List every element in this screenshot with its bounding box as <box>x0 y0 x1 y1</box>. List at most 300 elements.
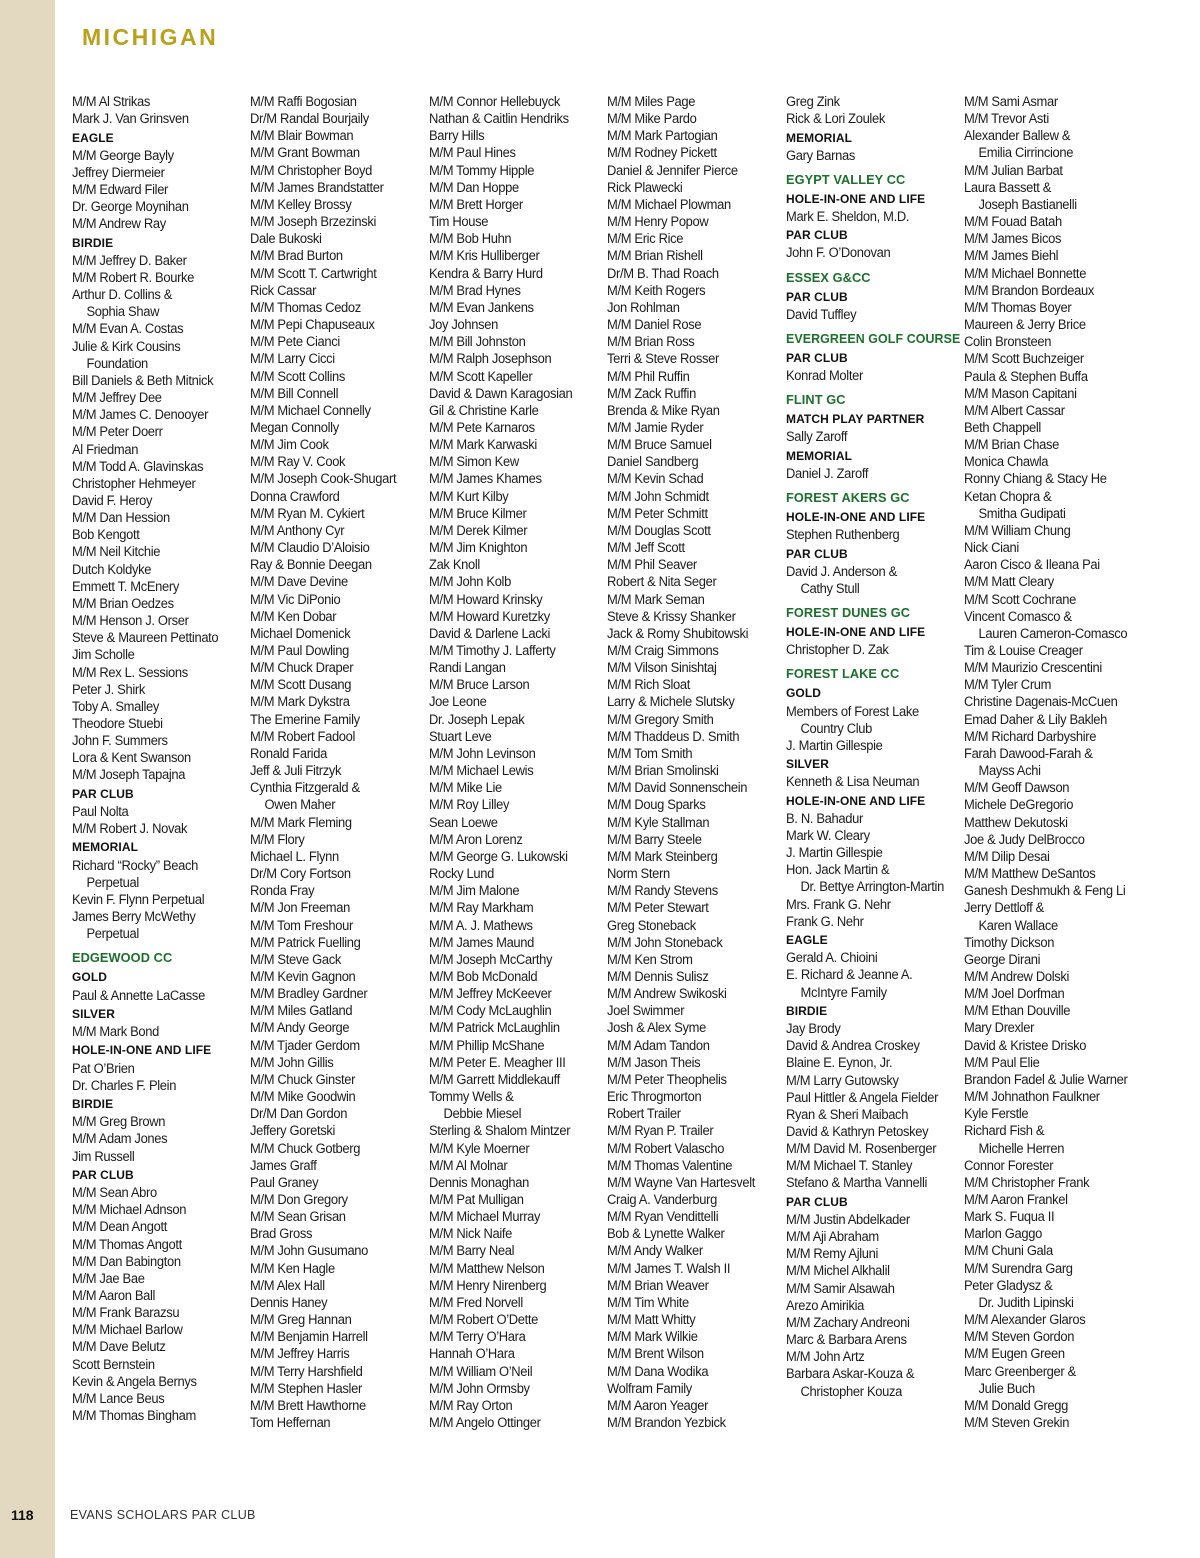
donor-name: M/M John Kolb <box>429 574 511 590</box>
donor-name: David & Kathryn Petoskey <box>786 1124 929 1139</box>
donor-name: M/M Jeff Scott <box>607 540 685 556</box>
donor-name: M/M Brett Horger <box>429 196 523 212</box>
donor-name: M/M Thomas Valentine <box>607 1157 733 1173</box>
donor-name: M/M Mark Dykstra <box>250 694 350 710</box>
donor-name: M/M Greg Hannan <box>250 1312 352 1328</box>
donor-name: M/M Mike Lie <box>429 780 502 796</box>
donor-name: M/M Alexander Glaros <box>964 1312 1086 1328</box>
donor-name: Kenneth & Lisa Neuman <box>786 774 920 790</box>
donor-name: M/M Jeffrey McKeever <box>429 986 552 1002</box>
donor-name: M/M David M. Rosenberger <box>786 1141 937 1157</box>
donor-name: Jerry Dettloff & <box>964 900 1044 916</box>
donor-name: Jeff & Juli Fitrzyk <box>250 763 342 779</box>
donor-name: Alexander Ballew & <box>964 128 1071 144</box>
donor-name: Farah Dawood-Farah & <box>964 745 1093 761</box>
donor-name: Daniel J. Zaroff <box>786 465 869 481</box>
donor-name: M/M Bob McDonald <box>429 968 538 984</box>
donor-name: Paula & Stephen Buffa <box>964 368 1088 384</box>
donor-name: Joel Swimmer <box>607 1003 685 1019</box>
donor-name: M/M Andy George <box>250 1020 350 1036</box>
donor-name: M/M James Khames <box>429 471 542 487</box>
donor-name: M/M Aaron Frankel <box>964 1192 1068 1207</box>
donor-name: M/M Peter Doerr <box>72 424 163 440</box>
giving-level-heading: PAR CLUB <box>72 1167 134 1182</box>
donor-name: M/M Barry Neal <box>429 1243 515 1259</box>
giving-level-heading: HOLE-IN-ONE AND LIFE <box>786 191 926 206</box>
donor-name: M/M Cody McLaughlin <box>429 1003 552 1019</box>
donor-name: Larry & Michele Slutsky <box>607 694 735 710</box>
donor-name: M/M Zack Ruffin <box>607 385 696 401</box>
donor-name: M/M Miles Gatland <box>250 1003 353 1019</box>
club-heading: FOREST AKERS GC <box>786 490 910 506</box>
donor-name: Richard “Rocky” Beach <box>72 857 199 873</box>
donor-name: Daniel Sandberg <box>607 454 699 470</box>
donor-name: M/M Phillip McShane <box>429 1037 545 1053</box>
donor-name: M/M Thomas Bingham <box>72 1408 196 1424</box>
donor-name: Sean Loewe <box>429 814 498 830</box>
donor-name: B. N. Bahadur <box>786 810 863 826</box>
donor-name: M/M Jeffrey Dee <box>72 390 162 406</box>
donor-name: Beth Chappell <box>964 419 1041 435</box>
donor-name: Bob Kengott <box>72 527 140 543</box>
donor-name: M/M John Gillis <box>250 1054 334 1070</box>
donor-name: Stephen Ruthenberg <box>786 527 900 543</box>
donor-name: Michael Domenick <box>250 625 351 641</box>
donor-name: M/M Howard Kuretzky <box>429 608 550 624</box>
donor-name: M/M Evan A. Costas <box>72 321 184 337</box>
donor-name: Hannah O’Hara <box>429 1346 515 1362</box>
donor-name: M/M Mark Partogian <box>607 128 718 144</box>
donor-name: Steve & Maureen Pettinato <box>72 630 219 646</box>
donor-name: M/M Adam Tandon <box>607 1037 710 1053</box>
donor-name: M/M James Bicos <box>964 231 1062 247</box>
donor-name: M/M Jeffrey Harris <box>250 1346 350 1362</box>
donor-name: M/M Andrew Swikoski <box>607 986 727 1002</box>
donor-name: M/M Peter Schmitt <box>607 505 708 521</box>
donor-name: M/M John Gusumano <box>250 1243 369 1259</box>
donor-name: M/M Mark Steinberg <box>607 848 718 864</box>
donor-name: M/M Ken Strom <box>607 951 693 967</box>
donor-name: Bill Daniels & Beth Mitnick <box>72 372 214 388</box>
donor-name: M/M Ray Markham <box>429 900 534 916</box>
donor-name: M/M Don Gregory <box>250 1192 348 1207</box>
donor-name: Tom Heffernan <box>250 1415 331 1431</box>
donor-name: M/M Scott Kapeller <box>429 368 533 384</box>
donor-name: M/M Michael Connelly <box>250 402 371 418</box>
donor-name: Megan Connolly <box>250 419 339 435</box>
donor-name: M/M Thomas Boyer <box>964 299 1072 315</box>
donor-name: M/M Matt Cleary <box>964 574 1054 590</box>
donor-name: M/M Tom Freshour <box>250 917 354 933</box>
donor-name: Rick Plawecki <box>607 179 683 195</box>
donor-name: M/M Adam Jones <box>72 1131 168 1147</box>
publication-title: EVANS SCHOLARS PAR CLUB <box>70 1508 256 1522</box>
donor-name: M/M Todd A. Glavinskas <box>72 458 204 474</box>
donor-name: Maureen & Jerry Brice <box>964 317 1086 333</box>
donor-name: Stuart Leve <box>429 728 492 744</box>
donor-name: M/M James Brandstatter <box>250 179 384 195</box>
donor-name: Rick & Lori Zoulek <box>786 111 885 127</box>
donor-name: Craig A. Vanderburg <box>607 1192 717 1207</box>
donor-name: Peter J. Shirk <box>72 681 145 697</box>
donor-name-continued: Mayss Achi <box>978 763 1041 779</box>
giving-level-heading: BIRDIE <box>786 1003 828 1018</box>
donor-name: Norm Stern <box>607 866 670 882</box>
donor-name: Joe & Judy DelBrocco <box>964 831 1085 847</box>
donor-name: Gil & Christine Karle <box>429 402 539 418</box>
donor-name: M/M Robert O’Dette <box>429 1312 539 1328</box>
donor-name: M/M Brandon Yezbick <box>607 1415 726 1431</box>
donor-name: Paul Nolta <box>72 803 129 819</box>
donor-name: Ronny Chiang & Stacy He <box>964 471 1107 487</box>
donor-name: M/M Steven Gordon <box>964 1329 1075 1345</box>
donor-name: M/M Al Molnar <box>429 1157 508 1173</box>
donor-name: Emmett T. McEnery <box>72 578 179 594</box>
donor-name: Barbara Askar-Kouza & <box>786 1366 915 1382</box>
donor-name: M/M Brian Chase <box>964 437 1059 453</box>
donor-name: Lora & Kent Swanson <box>72 750 191 766</box>
donor-name: Paul Hittler & Angela Fielder <box>786 1089 939 1105</box>
donor-name: Barry Hills <box>429 128 485 144</box>
donor-name: M/M Scott Collins <box>250 368 345 384</box>
donor-name: M/M Evan Jankens <box>429 299 534 315</box>
donor-name: M/M Terry O’Hara <box>429 1329 526 1345</box>
donor-name: M/M Doug Sparks <box>607 797 706 813</box>
donor-name: M/M Jeffrey D. Baker <box>72 252 187 268</box>
donor-name: Mark J. Van Grinsven <box>72 111 189 127</box>
donor-name: M/M Kyle Stallman <box>607 814 710 830</box>
donor-name: M/M Dan Hession <box>72 510 170 526</box>
donor-name: Brad Gross <box>250 1226 313 1242</box>
donor-name: Brandon Fadel & Julie Warner <box>964 1071 1128 1087</box>
donor-name: M/M Henson J. Orser <box>72 613 189 629</box>
donor-name: Jack & Romy Shubitowski <box>607 625 749 641</box>
donor-name: M/M Jason Theis <box>607 1054 701 1070</box>
donor-name-continued: Dr. Bettye Arrington-Martin <box>800 879 944 895</box>
donor-name: Hon. Jack Martin & <box>786 862 890 878</box>
club-heading: FLINT GC <box>786 392 846 408</box>
donor-name: M/M Joseph Brzezinski <box>250 214 377 230</box>
donor-name: Kyle Ferstle <box>964 1106 1029 1122</box>
donor-name: M/M Kevin Schad <box>607 471 704 487</box>
donor-name: M/M Ken Hagle <box>250 1260 335 1276</box>
donor-name: M/M Frank Barazsu <box>72 1305 180 1321</box>
donor-name: M/M Dana Wodika <box>607 1363 709 1379</box>
donor-name: Dr. George Moynihan <box>72 199 189 215</box>
donor-name: M/M Pepi Chapuseaux <box>250 317 375 333</box>
donor-name: M/M Kris Hulliberger <box>429 248 540 264</box>
giving-level-heading: PAR CLUB <box>786 289 848 304</box>
donor-name: M/M Joseph Cook-Shugart <box>250 471 397 487</box>
donor-name: M/M Wayne Van Hartesvelt <box>607 1174 756 1190</box>
giving-level-heading: EAGLE <box>72 130 114 145</box>
donor-name: Jeffrey Diermeier <box>72 164 165 180</box>
donor-name: M/M Robert Valascho <box>607 1140 725 1156</box>
donor-name: M/M Tyler Crum <box>964 677 1052 693</box>
donor-name: M/M Brian Oedzes <box>72 595 174 611</box>
donor-name: M/M Bill Johnston <box>429 334 526 350</box>
donor-name: M/M Douglas Scott <box>607 522 711 538</box>
donor-name: Jay Brody <box>786 1021 841 1037</box>
donor-name: Frank G. Nehr <box>786 913 864 929</box>
donor-name: M/M Stephen Hasler <box>250 1380 362 1396</box>
giving-level-heading: PAR CLUB <box>786 546 848 561</box>
donor-name: M/M Donald Gregg <box>964 1397 1068 1413</box>
donor-name: Kendra & Barry Hurd <box>429 265 543 281</box>
donor-name: M/M Scott Buchzeiger <box>964 351 1084 367</box>
donor-name: M/M Ryan Vendittelli <box>607 1209 719 1225</box>
giving-level-heading: MATCH PLAY PARTNER <box>786 412 925 427</box>
donor-name: M/M Lance Beus <box>72 1390 165 1406</box>
donor-name-continued: McIntyre Family <box>800 984 887 1000</box>
donor-name: M/M Miles Page <box>607 94 696 109</box>
donor-name: M/M David Sonnenschein <box>607 780 748 796</box>
donor-name: M/M Sami Asmar <box>964 94 1058 109</box>
donor-name: M/M Barry Steele <box>607 831 702 847</box>
donor-name: M/M Dilip Desai <box>964 848 1050 864</box>
donor-name: M/M Ryan M. Cykiert <box>250 505 365 521</box>
donor-name: M/M Daniel Rose <box>607 317 702 333</box>
donor-name: M/M Edward Filer <box>72 181 169 197</box>
giving-level-heading: GOLD <box>786 686 822 701</box>
donor-name-continued: Perpetual <box>86 926 139 942</box>
donor-name: Robert & Nita Seger <box>607 574 717 590</box>
donor-name: M/M Tim White <box>607 1294 689 1310</box>
donor-name: M/M Ryan P. Trailer <box>607 1123 714 1139</box>
donor-name-continued: Lauren Cameron-Comasco <box>978 625 1128 641</box>
donor-name: M/M George G. Lukowski <box>429 848 568 864</box>
donor-name: M/M Christopher Boyd <box>250 162 373 178</box>
donor-name-continued: Sophia Shaw <box>86 304 160 320</box>
donor-name: Marc & Barbara Arens <box>786 1332 907 1348</box>
club-heading: EVERGREEN GOLF COURSE <box>786 330 961 346</box>
donor-name: M/M Brian Ross <box>607 334 695 350</box>
donor-name: Dennis Monaghan <box>429 1174 530 1190</box>
donor-column-4 <box>607 93 787 1431</box>
donor-name: M/M Michael Adnson <box>72 1202 187 1218</box>
donor-name: Konrad Molter <box>786 368 863 384</box>
donor-name: Dr/M Randal Bourjaily <box>250 111 369 127</box>
donor-name: Mary Drexler <box>964 1020 1035 1036</box>
donor-name: M/M John Artz <box>786 1349 865 1365</box>
donor-name: M/M Craig Simmons <box>607 643 719 658</box>
donor-name: Daniel & Jennifer Pierce <box>607 162 738 178</box>
donor-name: M/M Flory <box>250 831 305 847</box>
donor-name: M/M Howard Krinsky <box>429 591 543 607</box>
donor-name: M/M Brian Smolinski <box>607 763 719 779</box>
donor-name: Marlon Gaggo <box>964 1226 1042 1242</box>
donor-name-continued: Emilia Cirrincione <box>978 145 1074 161</box>
page-number: 118 <box>11 1507 34 1523</box>
donor-name: M/M Bradley Gardner <box>250 986 368 1002</box>
donor-name: M/M Jamie Ryder <box>607 419 704 435</box>
donor-name: M/M Tjader Gerdom <box>250 1037 360 1053</box>
donor-name: M/M Raffi Bogosian <box>250 94 357 109</box>
donor-name: M/M Christopher Frank <box>964 1174 1090 1190</box>
giving-level-heading: HOLE-IN-ONE AND LIFE <box>786 793 926 808</box>
donor-name: M/M Kurt Kilby <box>429 488 509 504</box>
donor-name: M/M Thomas Angott <box>72 1236 182 1252</box>
donor-name: Colin Bronsteen <box>964 334 1052 350</box>
donor-name: Ryan & Sheri Maibach <box>786 1106 909 1122</box>
donor-name: Members of Forest Lake <box>786 703 919 719</box>
donor-name: M/M Phil Seaver <box>607 557 697 573</box>
donor-name: Jeffery Goretski <box>250 1123 336 1139</box>
donor-name: M/M Bruce Kilmer <box>429 505 527 521</box>
donor-name: E. Richard & Jeanne A. <box>786 967 913 983</box>
donor-name: Monica Chawla <box>964 454 1049 470</box>
donor-column-6 <box>964 93 1144 1431</box>
donor-name: M/M Claudio D’Aloisio <box>250 540 370 556</box>
donor-name: M/M Brad Burton <box>250 248 343 264</box>
donor-name: M/M Paul Dowling <box>250 643 349 658</box>
donor-name: Ronda Fray <box>250 883 315 899</box>
donor-name: M/M Thomas Cedoz <box>250 299 361 315</box>
giving-level-heading: PAR CLUB <box>786 228 848 243</box>
donor-name: M/M Bob Huhn <box>429 231 512 247</box>
donor-column-5 <box>786 93 966 1400</box>
donor-name: Dr/M Cory Fortson <box>250 866 351 882</box>
club-heading: FOREST LAKE CC <box>786 666 900 682</box>
donor-name-continued: Debbie Miesel <box>443 1106 522 1122</box>
donor-name: David & Dawn Karagosian <box>429 385 573 401</box>
donor-name: Brenda & Mike Ryan <box>607 402 720 418</box>
donor-name: David & Andrea Croskey <box>786 1038 920 1054</box>
donor-name: M/M John Ormsby <box>429 1380 530 1396</box>
side-bar <box>0 0 55 1558</box>
club-heading: EGYPT VALLEY CC <box>786 171 906 187</box>
donor-name: M/M Brian Rishell <box>607 248 703 264</box>
donor-name: George Dirani <box>964 951 1041 967</box>
donor-name: M/M Rich Sloat <box>607 677 691 693</box>
giving-level-heading: PAR CLUB <box>72 786 134 801</box>
donor-name: M/M Matt Whitty <box>607 1312 696 1328</box>
donor-name: M/M Henry Nirenberg <box>429 1277 547 1293</box>
donor-name: J. Martin Gillespie <box>786 737 883 753</box>
donor-name: Jim Scholle <box>72 647 135 663</box>
donor-name: M/M Julian Barbat <box>964 162 1063 178</box>
donor-name: Christopher D. Zak <box>786 642 889 658</box>
donor-name: M/M Johnathon Faulkner <box>964 1089 1100 1105</box>
donor-name: M/M Derek Kilmer <box>429 522 528 538</box>
donor-name: M/M Jim Cook <box>250 437 329 453</box>
donor-name-continued: Michelle Herren <box>978 1140 1065 1156</box>
donor-name: M/M Jim Knighton <box>429 540 528 556</box>
donor-name: John F. O’Donovan <box>786 245 891 261</box>
donor-name: M/M Sean Abro <box>72 1185 157 1201</box>
donor-name: M/M Paul Elie <box>964 1054 1040 1070</box>
donor-name: Christine Dagenais-McCuen <box>964 694 1118 710</box>
donor-name: M/M Vic DiPonio <box>250 591 341 607</box>
donor-name: M/M Pete Karnaros <box>429 419 535 435</box>
donor-name: M/M Robert J. Novak <box>72 821 188 837</box>
donor-name: Marc Greenberger & <box>964 1363 1076 1379</box>
donor-name: Eric Throgmorton <box>607 1089 702 1105</box>
donor-name: M/M Dan Hoppe <box>429 179 519 195</box>
donor-name: M/M Jim Malone <box>429 883 520 899</box>
donor-name: M/M Dean Angott <box>72 1219 167 1235</box>
donor-name: M/M Pete Cianci <box>250 334 340 350</box>
donor-name: Dennis Haney <box>250 1294 328 1310</box>
donor-name: M/M Fouad Batah <box>964 214 1062 230</box>
donor-name: M/M George Bayly <box>72 147 174 163</box>
donor-name: Mrs. Frank G. Nehr <box>786 896 891 912</box>
donor-name: M/M Al Strikas <box>72 94 151 109</box>
donor-name: Ronald Farida <box>250 745 327 761</box>
giving-level-heading: HOLE-IN-ONE AND LIFE <box>72 1043 212 1058</box>
donor-name: M/M Dave Devine <box>250 574 348 590</box>
donor-name: M/M Brad Hynes <box>429 282 521 298</box>
donor-name: M/M Robert Fadool <box>250 728 356 744</box>
donor-name: M/M Albert Cassar <box>964 402 1065 418</box>
donor-name: M/M Matthew DeSantos <box>964 866 1096 882</box>
donor-name: M/M Chuck Draper <box>250 660 354 676</box>
donor-name: Scott Bernstein <box>72 1356 155 1372</box>
club-heading: FOREST DUNES GC <box>786 605 911 621</box>
donor-name: M/M Brett Hawthorne <box>250 1397 366 1413</box>
donor-name: Bob & Lynette Walker <box>607 1226 725 1242</box>
donor-name: M/M Eric Rice <box>607 231 684 247</box>
donor-name: M/M Dan Babington <box>72 1253 181 1269</box>
donor-name: M/M Aaron Yeager <box>607 1397 709 1413</box>
donor-name: Greg Stoneback <box>607 917 696 933</box>
donor-name: Al Friedman <box>72 441 139 457</box>
donor-name: M/M Chuni Gala <box>964 1243 1053 1259</box>
donor-columns <box>72 93 1192 1433</box>
giving-level-heading: EAGLE <box>786 933 828 948</box>
donor-name: M/M Henry Popow <box>607 214 709 230</box>
donor-name: M/M Jae Bae <box>72 1270 145 1286</box>
giving-level-heading: SILVER <box>786 757 829 772</box>
giving-level-heading: PAR CLUB <box>786 1194 848 1209</box>
donor-name: M/M Mark Bond <box>72 1024 159 1040</box>
donor-name: M/M Andrew Ray <box>72 216 166 232</box>
donor-name: J. Martin Gillespie <box>786 845 883 861</box>
donor-name: M/M Timothy J. Lafferty <box>429 643 556 658</box>
donor-name: Mark S. Fuqua II <box>964 1209 1055 1225</box>
donor-name: M/M Larry Gutowsky <box>786 1072 899 1088</box>
giving-level-heading: MEMORIAL <box>786 130 853 145</box>
donor-name: M/M Tommy Hipple <box>429 162 535 178</box>
donor-name: M/M Richard Darbyshire <box>964 728 1097 744</box>
donor-name: Steve & Krissy Shanker <box>607 608 736 624</box>
donor-name: Laura Bassett & <box>964 179 1052 195</box>
club-heading: EDGEWOOD CC <box>72 950 173 966</box>
donor-name: M/M Andrew Dolski <box>964 968 1070 984</box>
donor-name: M/M Dave Belutz <box>72 1339 166 1355</box>
donor-name: M/M Steve Gack <box>250 951 341 967</box>
donor-name-continued: Perpetual <box>86 874 139 890</box>
donor-name: Michael L. Flynn <box>250 848 339 864</box>
donor-name: M/M Ethan Douville <box>964 1003 1071 1019</box>
donor-name: M/M Mike Pardo <box>607 111 697 127</box>
donor-name: M/M Ralph Josephson <box>429 351 552 367</box>
donor-name: Sally Zaroff <box>786 429 848 445</box>
donor-name: M/M Brent Wilson <box>607 1346 704 1362</box>
donor-name: Richard Fish & <box>964 1123 1045 1139</box>
state-title: MICHIGAN <box>82 24 219 50</box>
donor-name: Paul Graney <box>250 1174 319 1190</box>
donor-name: Dr/M B. Thad Roach <box>607 265 719 281</box>
donor-name: M/M Scott T. Cartwright <box>250 265 377 281</box>
club-heading: ESSEX G&CC <box>786 269 871 285</box>
donor-name: Gary Barnas <box>786 147 855 163</box>
donor-name: M/M Michael Murray <box>429 1209 541 1225</box>
donor-name: James Graff <box>250 1157 317 1173</box>
donor-name: M/M Greg Brown <box>72 1114 166 1130</box>
donor-name: M/M Kyle Moerner <box>429 1140 530 1156</box>
donor-name: Tommy Wells & <box>429 1089 514 1105</box>
